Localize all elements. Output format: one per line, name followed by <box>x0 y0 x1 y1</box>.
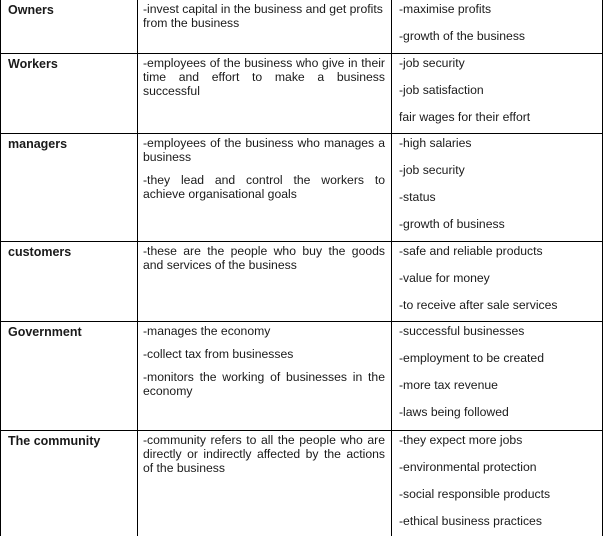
interest-item: -environmental protection <box>399 460 537 474</box>
interests-cell <box>392 431 602 541</box>
interest-item: -safe and reliable products <box>399 244 543 258</box>
interest-item: -they expect more jobs <box>399 433 523 447</box>
interests-cell <box>392 0 602 56</box>
interests-cell <box>392 242 602 325</box>
interest-item: fair wages for their effort <box>399 110 531 124</box>
description-cell <box>138 0 390 39</box>
interest-item: -laws being followed <box>399 405 509 419</box>
interest-item: -social responsible products <box>399 487 551 501</box>
description-text: -they lead and control the workers to achieve organisational goals <box>143 173 385 201</box>
description-text: -monitors the working of businesses in the economy <box>143 370 385 398</box>
description-cell <box>138 242 390 281</box>
interest-item: -job satisfaction <box>399 83 484 97</box>
table-row-government <box>0 322 603 430</box>
description-cell <box>138 322 390 407</box>
interest-item: -more tax revenue <box>399 378 498 392</box>
stakeholder-cell: Workers <box>8 57 58 71</box>
stakeholder-cell: Government <box>8 325 82 339</box>
interests-cell <box>392 134 602 244</box>
interest-item: -value for money <box>399 271 490 285</box>
description-text: -community refers to all the people who are directly or indirectly affected by the actions of the business <box>143 433 385 475</box>
stakeholder-cell: managers <box>8 137 68 151</box>
stakeholder-cell: customers <box>8 245 72 259</box>
interest-item: -high salaries <box>399 136 472 150</box>
interest-item: -to receive after sale services <box>399 298 558 312</box>
table-row-customers <box>0 242 603 321</box>
description-text: -manages the economy <box>143 324 271 338</box>
table-row-managers <box>0 134 603 241</box>
interest-item: -ethical business practices <box>399 514 542 528</box>
stakeholder-cell: Owners <box>8 3 54 17</box>
interest-item: -employment to be created <box>399 351 544 365</box>
interests-cell <box>392 322 602 432</box>
description-cell <box>138 54 390 107</box>
table-row-community <box>0 431 603 536</box>
description-text: -employees of the business who give in their time and effort to make a business successful <box>143 56 385 98</box>
description-cell <box>138 134 390 210</box>
interest-item: -maximise profits <box>399 2 492 16</box>
interest-item: -successful businesses <box>399 324 525 338</box>
description-text: -invest capital in the business and get profits from the business <box>143 2 383 30</box>
interest-item: -growth of business <box>399 217 505 231</box>
interest-item: -growth of the business <box>399 29 526 43</box>
description-text: -these are the people who buy the goods and services of the business <box>143 244 385 272</box>
interest-item: -job security <box>399 56 465 70</box>
description-text: -collect tax from businesses <box>143 347 294 361</box>
stakeholder-cell: The community <box>8 434 101 448</box>
interest-item: -status <box>399 190 436 204</box>
table-row-workers <box>0 54 603 133</box>
description-text: -employees of the business who manages a business <box>143 136 385 164</box>
table-row-owners <box>0 0 603 53</box>
description-cell <box>138 431 390 484</box>
interests-cell <box>392 54 602 137</box>
interest-item: -job security <box>399 163 465 177</box>
